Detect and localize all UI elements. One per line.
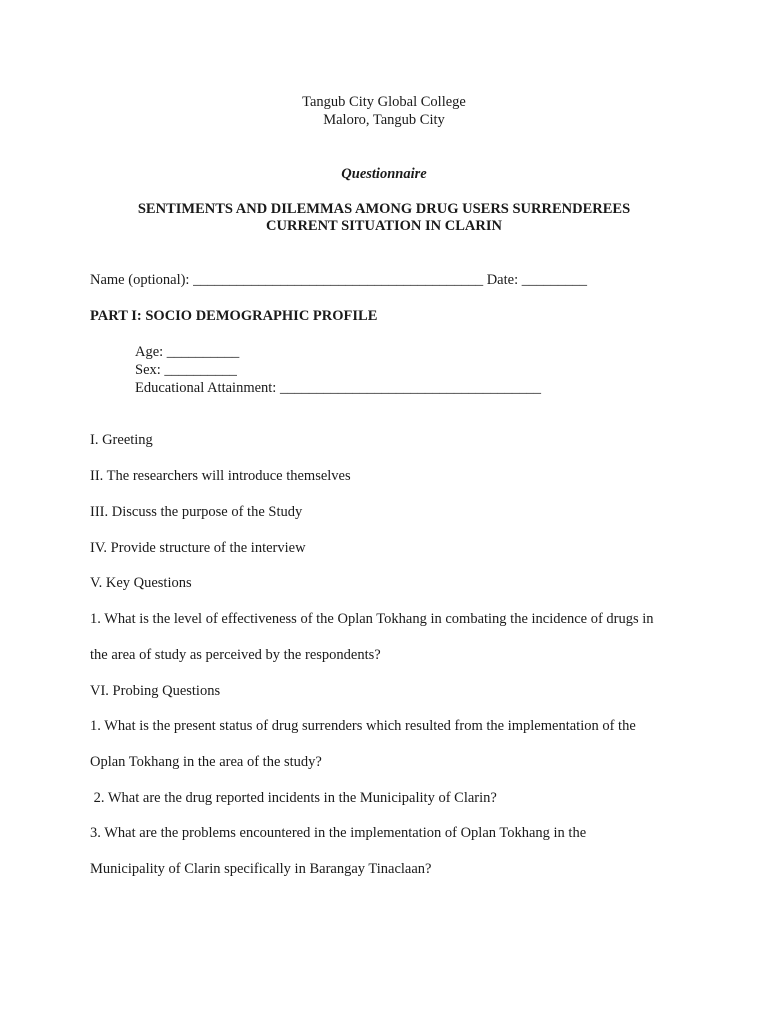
section-purpose: III. Discuss the purpose of the Study (90, 504, 303, 520)
section-key-questions: V. Key Questions (90, 575, 192, 591)
name-date-line: Name (optional): ________________________________________ Date: _________ (90, 272, 587, 288)
section-introduce: II. The researchers will introduce themselves (90, 468, 351, 484)
title-line-1: SENTIMENTS AND DILEMMAS AMONG DRUG USERS SURRENDEREES (137, 201, 631, 217)
age-field: Age: __________ (135, 344, 240, 360)
institution-address: Maloro, Tangub City (323, 112, 445, 128)
key-question-line-2: the area of study as perceived by the respondents? (90, 647, 381, 663)
part1-heading: PART I: SOCIO DEMOGRAPHIC PROFILE (90, 308, 378, 324)
document-type: Questionnaire (341, 166, 427, 182)
sex-field: Sex: __________ (135, 362, 237, 378)
probing-question-2: 2. What are the drug reported incidents in the Municipality of Clarin? (90, 790, 497, 806)
probing-question-1-line-1: 1. What is the present status of drug surrenders which resulted from the implementation of the (90, 718, 636, 734)
section-greeting: I. Greeting (90, 432, 153, 448)
title-line-2: CURRENT SITUATION IN CLARIN (266, 218, 502, 234)
probing-question-3-line-1: 3. What are the problems encountered in the implementation of Oplan Tokhang in the (90, 825, 587, 841)
education-field: Educational Attainment: ____________________________________ (135, 380, 541, 396)
probing-heading: VI. Probing Questions (90, 683, 221, 699)
section-structure: IV. Provide structure of the interview (90, 540, 306, 556)
key-question-line-1: 1. What is the level of effectiveness of the Oplan Tokhang in combating the incidence of drugs in (90, 611, 654, 627)
institution-name: Tangub City Global College (302, 94, 466, 110)
probing-question-3-line-2: Municipality of Clarin specifically in Barangay Tinaclaan? (90, 861, 432, 877)
probing-question-1-line-2: Oplan Tokhang in the area of the study? (90, 754, 322, 770)
